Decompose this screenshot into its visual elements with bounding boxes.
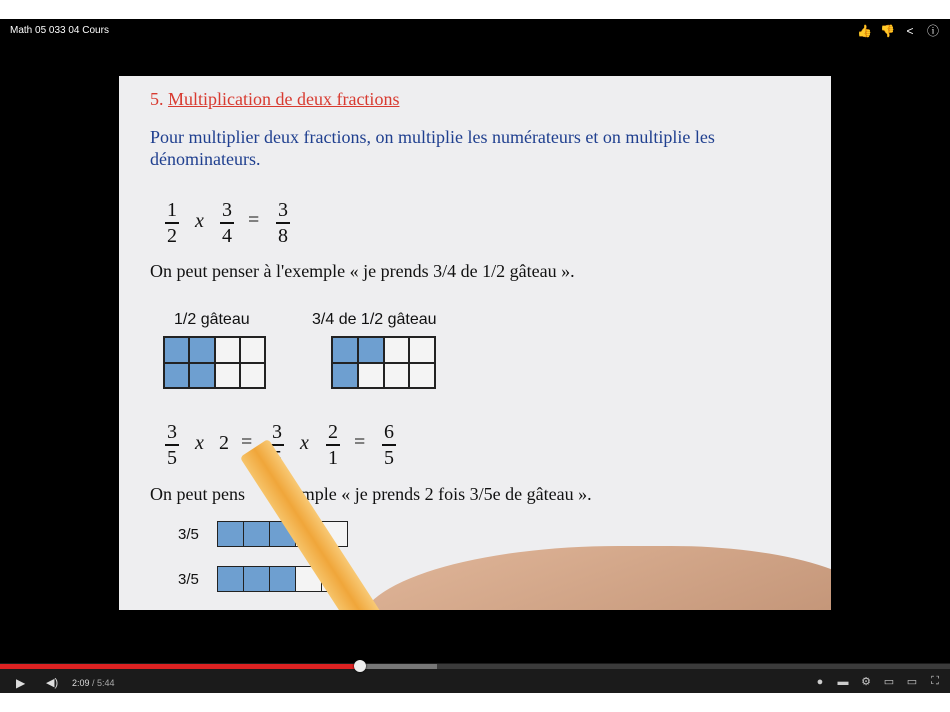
numerator: 1 [167, 199, 177, 221]
half-cake-grid [163, 336, 266, 389]
time-display [72, 678, 115, 688]
fraction [165, 199, 179, 247]
denominator: 5 [384, 446, 394, 469]
heading-number: 5. [150, 89, 164, 109]
share-icon[interactable]: < [906, 24, 914, 38]
equals-sign: = [241, 431, 253, 453]
video-frame-slide [119, 76, 831, 610]
times-sign: x [195, 432, 204, 454]
fraction [326, 421, 340, 469]
numerator: 3 [222, 199, 232, 221]
video-title[interactable]: Math 05 033 04 Cours [10, 25, 109, 36]
annotations-icon[interactable]: ● [816, 675, 824, 688]
current-time: 2:09 [72, 678, 90, 688]
presenter-hand [359, 546, 831, 610]
slide-intro: Pour multiplier deux fractions, on multiplie les numérateurs et on multiplie les dénominateurs. [150, 127, 715, 169]
numerator: 2 [328, 421, 338, 443]
info-icon[interactable]: ⓘ [926, 24, 939, 38]
numerator: 6 [384, 421, 394, 443]
three-quarters-half-grid [331, 336, 436, 389]
fraction [382, 421, 396, 469]
thumbs-up-icon[interactable]: 👍 [857, 24, 872, 38]
scrubber-handle[interactable] [354, 660, 366, 672]
right-controls [813, 675, 942, 688]
denominator: 1 [328, 446, 338, 469]
caption-half-cake: 1/2 gâteau [174, 311, 250, 328]
numerator: 3 [278, 199, 288, 221]
denominator: 2 [167, 224, 177, 247]
theater-mode-icon[interactable]: ▭ [906, 676, 918, 688]
fraction [220, 199, 234, 247]
progress-bar[interactable] [0, 664, 950, 669]
video-top-bar [0, 19, 950, 45]
progress-played [0, 664, 360, 669]
denominator: 5 [167, 446, 177, 469]
top-actions [857, 24, 940, 38]
video-player[interactable] [0, 19, 950, 693]
numerator: 3 [167, 421, 177, 443]
times-sign: x [195, 210, 204, 232]
duration: 5:44 [97, 678, 115, 688]
fraction [165, 421, 179, 469]
times-sign: x [300, 432, 309, 454]
thumbs-down-icon[interactable]: 👎 [880, 24, 895, 38]
play-icon[interactable]: ▶ [16, 676, 26, 690]
slide-heading [150, 89, 399, 110]
numerator: 3 [272, 421, 282, 443]
example-1: On peut penser à l'exemple « je prends 3/4 de 1/2 gâteau ». [150, 261, 575, 281]
integer-two: 2 [219, 432, 229, 454]
equals-sign: = [354, 431, 366, 453]
small-player-icon[interactable]: ▭ [883, 676, 895, 688]
volume-icon[interactable]: ◀) [46, 677, 59, 689]
settings-icon[interactable]: ⚙ [861, 676, 871, 688]
denominator: 8 [278, 224, 288, 247]
time-separator: / [89, 678, 98, 688]
fraction [276, 199, 290, 247]
caption-three-quarters-of-half: 3/4 de 1/2 gâteau [312, 311, 437, 328]
heading-text: Multiplication de deux fractions [168, 89, 400, 109]
watch-later-icon[interactable]: ▬ [837, 675, 849, 688]
denominator: 4 [222, 224, 232, 247]
equals-sign: = [248, 209, 260, 231]
example-2: On peut pens l'exemple « je prends 2 fois 3/5e de gâteau ». [150, 484, 592, 504]
strip-label-2: 3/5 [178, 571, 199, 588]
strip-label-1: 3/5 [178, 526, 199, 543]
fullscreen-icon[interactable]: ⛶ [931, 675, 939, 687]
